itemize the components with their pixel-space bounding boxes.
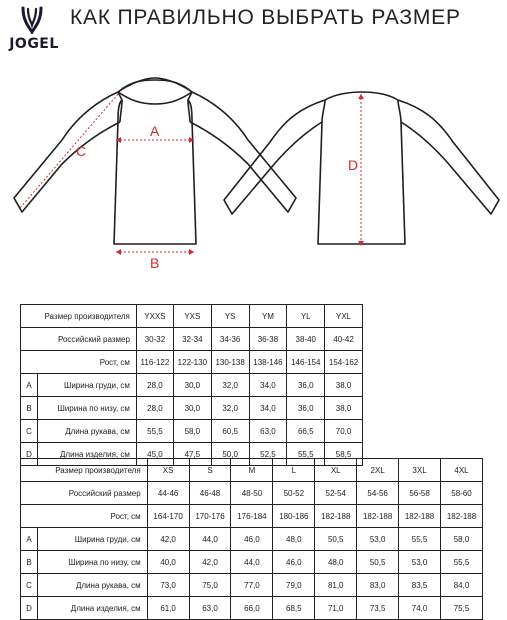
- value-cell: 79,0: [273, 574, 315, 597]
- height-cell: 180-186: [273, 505, 315, 528]
- table-row-height: [21, 351, 363, 374]
- row-label: Длина рукава, см: [38, 574, 148, 597]
- value-cell: 55,5: [136, 420, 173, 443]
- value-cell: 34,0: [249, 397, 287, 420]
- value-cell: 42,0: [189, 551, 231, 574]
- value-cell: 48,0: [273, 528, 315, 551]
- value-cell: 38,0: [325, 374, 363, 397]
- value-cell: 47,5: [173, 443, 211, 466]
- ru-cell: 52-54: [315, 482, 357, 505]
- value-cell: 48,0: [315, 551, 357, 574]
- value-cell: 55,5: [441, 551, 483, 574]
- row-label: Ширина по низу, см: [38, 551, 148, 574]
- height-cell: 170-176: [189, 505, 231, 528]
- back-right-sleeve: [398, 100, 499, 214]
- value-cell: 66,0: [231, 597, 273, 620]
- value-cell: 34,0: [249, 374, 287, 397]
- value-cell: 58,0: [441, 528, 483, 551]
- jogel-emblem-icon: [20, 6, 44, 34]
- size-cell: 4XL: [441, 459, 483, 482]
- value-cell: 32,0: [211, 397, 249, 420]
- header-label: Размер производителя: [21, 305, 137, 328]
- size-cell: YS: [211, 305, 249, 328]
- ru-cell: 30-32: [136, 328, 173, 351]
- value-cell: 38,0: [325, 397, 363, 420]
- ru-cell: 32-34: [173, 328, 211, 351]
- value-cell: 73,0: [147, 574, 189, 597]
- value-cell: 83,0: [357, 574, 399, 597]
- value-cell: 36,0: [287, 397, 325, 420]
- size-cell: YL: [287, 305, 325, 328]
- row-letter: B: [21, 551, 38, 574]
- front-measurements: [20, 94, 194, 252]
- value-cell: 52,5: [249, 443, 287, 466]
- ru-cell: 34-36: [211, 328, 249, 351]
- size-cell: YXXS: [136, 305, 173, 328]
- label-b: B: [150, 255, 160, 271]
- value-cell: 46,0: [231, 528, 273, 551]
- table-row-height: [21, 505, 483, 528]
- value-cell: 63,0: [249, 420, 287, 443]
- value-cell: 45,0: [136, 443, 173, 466]
- ru-cell: 46-48: [189, 482, 231, 505]
- height-cell: 164-170: [147, 505, 189, 528]
- value-cell: 58,0: [173, 420, 211, 443]
- label-a: A: [150, 123, 160, 139]
- value-cell: 50,0: [211, 443, 249, 466]
- table-row-measure-c: [21, 574, 483, 597]
- table-row-measure-b: [21, 551, 483, 574]
- height-cell: 182-188: [315, 505, 357, 528]
- value-cell: 74,0: [399, 597, 441, 620]
- ru-cell: 48-50: [231, 482, 273, 505]
- value-cell: 61,0: [147, 597, 189, 620]
- label-c: C: [76, 143, 87, 159]
- row-label: Длина изделия, см: [38, 597, 148, 620]
- ru-cell: 58-60: [441, 482, 483, 505]
- value-cell: 60,5: [211, 420, 249, 443]
- size-cell: L: [273, 459, 315, 482]
- height-cell: 154-162: [325, 351, 363, 374]
- row-letter: C: [21, 420, 38, 443]
- height-label: Рост, см: [21, 505, 148, 528]
- header-label: Размер производителя: [21, 459, 148, 482]
- size-cell: XL: [315, 459, 357, 482]
- height-cell: 146-154: [287, 351, 325, 374]
- size-cell: M: [231, 459, 273, 482]
- value-cell: 50,5: [357, 551, 399, 574]
- ru-cell: 40-42: [325, 328, 363, 351]
- row-letter: B: [21, 397, 38, 420]
- value-cell: 28,0: [136, 397, 173, 420]
- label-d: D: [348, 157, 359, 173]
- size-table-youth: [20, 304, 363, 466]
- table-row-ru: [21, 328, 363, 351]
- value-cell: 50,5: [315, 528, 357, 551]
- value-cell: 30,0: [173, 397, 211, 420]
- table-row-ru: [21, 482, 483, 505]
- row-letter: C: [21, 574, 38, 597]
- value-cell: 83,5: [399, 574, 441, 597]
- value-cell: 42,0: [147, 528, 189, 551]
- value-cell: 70,0: [325, 420, 363, 443]
- row-label: Ширина по низу, см: [38, 397, 137, 420]
- size-cell: 3XL: [399, 459, 441, 482]
- value-cell: 63,0: [189, 597, 231, 620]
- front-view: [14, 78, 296, 244]
- value-cell: 81,0: [315, 574, 357, 597]
- table-row-measure-a: [21, 374, 363, 397]
- value-cell: 68,5: [273, 597, 315, 620]
- value-cell: 84,0: [441, 574, 483, 597]
- height-cell: 130-138: [211, 351, 249, 374]
- row-label: Длина рукава, см: [38, 420, 137, 443]
- value-cell: 55,5: [399, 528, 441, 551]
- front-neckline: [118, 80, 192, 104]
- brand-logo: [6, 6, 59, 52]
- value-cell: 32,0: [211, 374, 249, 397]
- table-row-sizes: [21, 459, 483, 482]
- ru-cell: 36-38: [249, 328, 287, 351]
- height-cell: 182-188: [399, 505, 441, 528]
- value-cell: 46,0: [273, 551, 315, 574]
- value-cell: 58,5: [325, 443, 363, 466]
- height-cell: 182-188: [357, 505, 399, 528]
- value-cell: 53,0: [357, 528, 399, 551]
- height-cell: 116-122: [136, 351, 173, 374]
- value-cell: 36,0: [287, 374, 325, 397]
- size-cell: YXS: [173, 305, 211, 328]
- height-label: Рост, см: [21, 351, 137, 374]
- height-cell: 176-184: [231, 505, 273, 528]
- ru-cell: 50-52: [273, 482, 315, 505]
- ru-cell: 38-40: [287, 328, 325, 351]
- front-body-outline: [114, 78, 196, 244]
- row-letter: A: [21, 528, 38, 551]
- height-cell: 138-146: [249, 351, 287, 374]
- size-cell: YM: [249, 305, 287, 328]
- size-cell: 2XL: [357, 459, 399, 482]
- height-cell: 122-130: [173, 351, 211, 374]
- garment-diagram: [0, 60, 507, 280]
- value-cell: 28,0: [136, 374, 173, 397]
- ru-cell: 56-58: [399, 482, 441, 505]
- value-cell: 75,0: [189, 574, 231, 597]
- value-cell: 75,5: [441, 597, 483, 620]
- ru-cell: 54-56: [357, 482, 399, 505]
- size-cell: YXL: [325, 305, 363, 328]
- table-row-measure-b: [21, 397, 363, 420]
- table-row-measure-c: [21, 420, 363, 443]
- size-cell: XS: [147, 459, 189, 482]
- size-table-adult: [20, 458, 483, 620]
- ru-label: Российский размер: [21, 482, 148, 505]
- value-cell: 73,5: [357, 597, 399, 620]
- value-cell: 55,5: [287, 443, 325, 466]
- brand-name: JOGEL: [9, 36, 59, 52]
- size-cell: S: [189, 459, 231, 482]
- value-cell: 77,0: [231, 574, 273, 597]
- front-right-sleeve: [190, 92, 296, 212]
- value-cell: 53,0: [399, 551, 441, 574]
- row-label: Ширина груди, см: [38, 374, 137, 397]
- measure-c-line: [20, 94, 118, 208]
- value-cell: 71,0: [315, 597, 357, 620]
- value-cell: 30,0: [173, 374, 211, 397]
- row-label: Ширина груди, см: [38, 528, 148, 551]
- value-cell: 40,0: [147, 551, 189, 574]
- row-letter: D: [21, 443, 38, 466]
- ru-label: Российский размер: [21, 328, 137, 351]
- value-cell: 44,0: [231, 551, 273, 574]
- row-letter: D: [21, 597, 38, 620]
- ru-cell: 44-46: [147, 482, 189, 505]
- value-cell: 66,5: [287, 420, 325, 443]
- value-cell: 44,0: [189, 528, 231, 551]
- table-row-measure-a: [21, 528, 483, 551]
- page-title: КАК ПРАВИЛЬНО ВЫБРАТЬ РАЗМЕР: [70, 6, 461, 29]
- height-cell: 182-188: [441, 505, 483, 528]
- row-letter: A: [21, 374, 38, 397]
- row-label: Длина изделия, см: [38, 443, 137, 466]
- table-row-sizes: [21, 305, 363, 328]
